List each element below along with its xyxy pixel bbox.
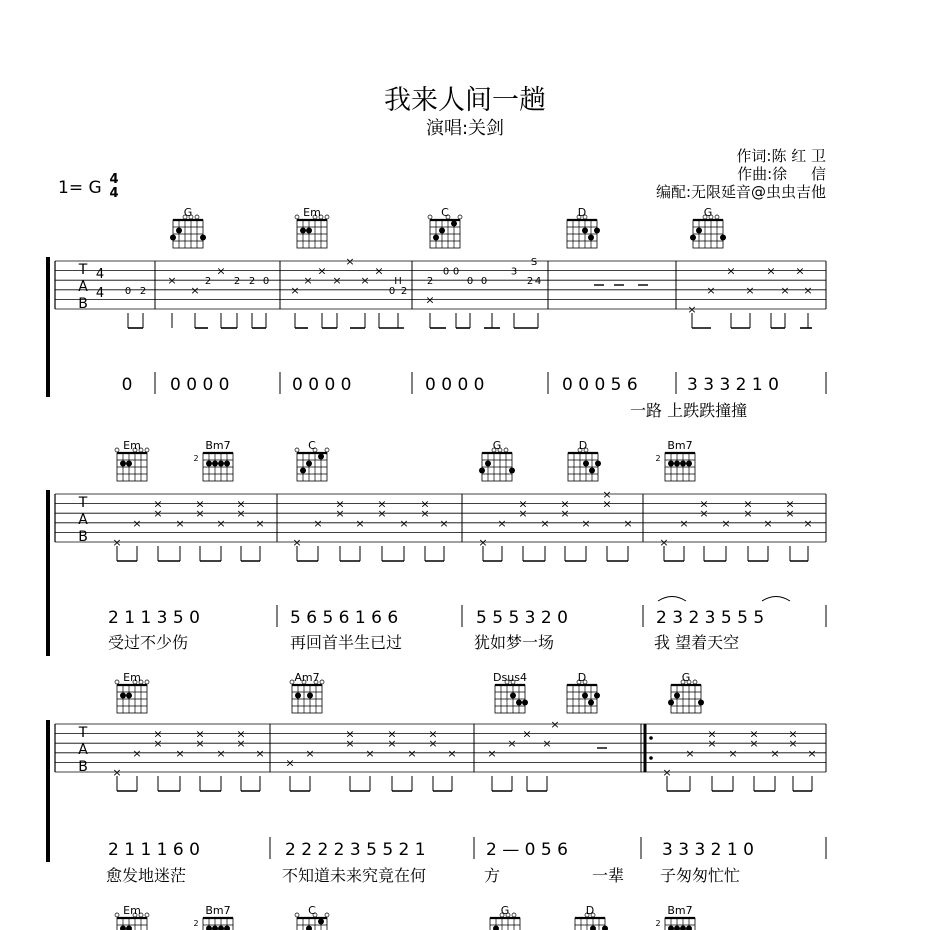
chord-dot: [594, 228, 600, 234]
chord-dot: [433, 235, 439, 241]
chord-dot: [306, 461, 312, 467]
tab-note: ×: [175, 516, 185, 530]
chord-dot: [588, 700, 594, 706]
tab-note: ×: [687, 303, 697, 316]
numbered-note: 5 6 5 6 1 6 6: [290, 608, 399, 628]
tab-fret-number: 2: [248, 276, 256, 288]
tab-note: ×: [355, 516, 365, 530]
open-string: [145, 448, 149, 452]
lyric: 一辈: [592, 866, 625, 885]
chord-name: G: [492, 439, 502, 452]
tab-note: ×: [788, 727, 798, 741]
chord-dot: [588, 235, 594, 241]
chord-name: Em: [303, 206, 321, 219]
tab-note: ×: [522, 727, 532, 741]
open-string: [115, 680, 119, 684]
tab-note: ×: [420, 507, 430, 521]
chord-grid: [575, 918, 605, 930]
chord-dot: [295, 693, 301, 699]
numbered-note: 2 — 0 5 6: [486, 840, 568, 860]
tab-note: ×: [745, 283, 755, 297]
chord-name: G: [500, 904, 510, 917]
chord-dot: [218, 926, 224, 930]
lyric: 子匆匆忙忙: [660, 866, 741, 885]
chord-dot: [200, 235, 206, 241]
chord-name: D: [585, 904, 595, 917]
tab-note: ×: [788, 737, 798, 751]
open-string: [115, 448, 119, 452]
chord-dot: [300, 468, 306, 474]
tab-note: ×: [662, 766, 672, 779]
chord-name: Em: [123, 671, 141, 684]
tab-fret-number: 0: [466, 276, 474, 288]
chord-dot: [479, 468, 485, 474]
tab-note: ×: [132, 746, 142, 760]
tab-fret-number: 2: [400, 285, 408, 297]
fret-label: 2: [655, 454, 661, 463]
tab-note: ×: [236, 737, 246, 751]
chord-dot: [306, 228, 312, 234]
chord-name: Bm7: [667, 439, 693, 452]
open-string: [458, 215, 462, 219]
tab-note: ×: [132, 516, 142, 530]
tab-note: ×: [507, 737, 517, 751]
fret-label: 2: [655, 919, 661, 928]
tab-note: ×: [112, 536, 122, 549]
chord-dot: [126, 693, 132, 699]
tab-note: ×: [518, 507, 528, 521]
chord-name: Bm7: [205, 904, 231, 917]
chord-dot: [206, 926, 212, 930]
chord-dot: [698, 700, 704, 706]
chord-dot: [720, 235, 726, 241]
chord-dot: [680, 461, 686, 467]
page-title: 我来人间一趟: [384, 85, 546, 116]
tab-note: ×: [540, 516, 550, 530]
open-string: [693, 680, 697, 684]
tab-note: ×: [335, 497, 345, 511]
tab-note: ×: [803, 516, 813, 530]
numbered-note: 2 3 2 3 5 5 5: [656, 608, 765, 628]
tab-note: ×: [807, 746, 817, 760]
tab-note: ×: [726, 264, 736, 278]
tab-note: ×: [749, 737, 759, 751]
tab-clef-b: B: [78, 296, 88, 312]
chord-name: G: [703, 206, 713, 219]
tab-note: ×: [377, 497, 387, 511]
time-sig-top: 4: [109, 172, 119, 187]
open-string: [295, 448, 299, 452]
open-string: [295, 913, 299, 917]
open-string: [325, 913, 329, 917]
tab-clef-b: B: [78, 759, 88, 775]
numbered-note: 2 1 1 1 6 0: [108, 840, 200, 860]
chord-dot: [120, 461, 126, 467]
open-string: [320, 680, 324, 684]
tab-fret-number: 0: [262, 276, 270, 288]
tab-fret-number: 2: [526, 276, 534, 288]
tab-fret-number: 0: [442, 266, 450, 278]
numbered-note: 0 0 0 0: [425, 375, 485, 395]
chord-dot: [686, 926, 692, 930]
tab-note: ×: [487, 746, 497, 760]
tab-note: ×: [581, 516, 591, 530]
tab-note: ×: [236, 507, 246, 521]
tab-note: ×: [285, 756, 295, 770]
tab-note: ×: [112, 766, 122, 779]
composer-credit: 作曲:徐 信: [737, 165, 826, 183]
chord-dot: [595, 461, 601, 467]
fret-label: 2: [193, 919, 199, 928]
chord-dot: [300, 228, 306, 234]
chord-dot: [674, 461, 680, 467]
open-string: [115, 913, 119, 917]
chord-dot: [306, 926, 312, 930]
numbered-note: 3 3 3 2 1 0: [687, 375, 779, 395]
chord-dot: [582, 228, 588, 234]
chord-dot: [212, 926, 218, 930]
tab-note: ×: [153, 737, 163, 751]
tab-clef-b: B: [78, 529, 88, 545]
tab-note: ×: [685, 746, 695, 760]
tab-note: ×: [550, 718, 560, 731]
tab-clef-a: A: [78, 742, 88, 758]
tab-note: ×: [345, 737, 355, 751]
tab-note: ×: [425, 293, 435, 307]
tab-note: ×: [255, 746, 265, 760]
tab-note: ×: [542, 737, 552, 751]
tab-note: ×: [175, 746, 185, 760]
tab-note: ×: [360, 274, 370, 288]
tab-fret-number: 2: [426, 276, 434, 288]
chord-name: Em: [123, 904, 141, 917]
tab-fret-number: H: [394, 276, 402, 288]
chord-dot: [602, 926, 608, 930]
chord-name: G: [183, 206, 193, 219]
chord-name: C: [308, 439, 316, 452]
tab-note: ×: [407, 746, 417, 760]
numbered-note: 3 3 3 2 1 0: [662, 840, 754, 860]
tie-arc: [762, 597, 790, 602]
chord-dot: [451, 221, 457, 227]
system-bracket: [46, 720, 50, 862]
chord-dot: [594, 693, 600, 699]
lyric: 不知道未来究竟在何: [282, 866, 427, 885]
performer: 演唱:关剑: [425, 118, 505, 139]
tab-fret-number: 2: [233, 276, 241, 288]
tab-clef-a: A: [78, 279, 88, 295]
chord-dot: [218, 461, 224, 467]
key-signature: 1= G: [58, 178, 102, 198]
chord-name: Dsus4: [493, 671, 527, 684]
open-string: [428, 215, 432, 219]
chord-dot: [589, 468, 595, 474]
chord-dot: [126, 926, 132, 930]
tab-fret-number: 0: [124, 285, 132, 297]
chord-dot: [176, 228, 182, 234]
tab-note: ×: [216, 516, 226, 530]
tab-note: ×: [743, 507, 753, 521]
chord-dot: [522, 700, 528, 706]
open-string: [512, 913, 516, 917]
tab-clef-t: T: [78, 262, 88, 278]
repeat-dot: [649, 756, 653, 760]
open-string: [145, 680, 149, 684]
tab-note: ×: [332, 274, 342, 288]
tab-note: ×: [706, 283, 716, 297]
chord-dot: [686, 461, 692, 467]
chord-name: D: [578, 439, 588, 452]
chord-dot: [485, 461, 491, 467]
tab-note: ×: [803, 283, 813, 297]
tab-note: ×: [305, 746, 315, 760]
tab-note: ×: [478, 536, 488, 549]
tab-note: ×: [377, 507, 387, 521]
open-string: [325, 215, 329, 219]
tab-clef-t: T: [78, 725, 88, 741]
chord-dot: [690, 235, 696, 241]
tab-note: ×: [439, 516, 449, 530]
chord-dot: [509, 468, 515, 474]
tab-note: ×: [195, 497, 205, 511]
tab-fret-number: 0: [388, 285, 396, 297]
tab-fret-number: 0: [480, 276, 488, 288]
tab-fret-number: 2: [139, 285, 147, 297]
lyric: 一路 上跌跌撞撞: [630, 401, 748, 420]
tab-fret-number: 0: [452, 266, 460, 278]
open-string: [195, 215, 199, 219]
chord-dot: [680, 926, 686, 930]
tab-note: ×: [374, 264, 384, 278]
tab-note: ×: [560, 497, 570, 511]
tab-note: ×: [236, 727, 246, 741]
chord-dot: [674, 926, 680, 930]
tab-note: ×: [699, 507, 709, 521]
chord-dot: [516, 700, 522, 706]
chord-dot: [583, 461, 589, 467]
tab-note: ×: [153, 497, 163, 511]
chord-name: Bm7: [667, 904, 693, 917]
tab-time-bottom: 4: [95, 286, 105, 301]
system-bracket: [46, 257, 50, 397]
tab-note: ×: [447, 746, 457, 760]
lyricist-credit: 作词:陈 红 卫: [736, 147, 826, 165]
open-string: [145, 913, 149, 917]
tab-fret-number: 4: [534, 276, 542, 288]
tab-note: ×: [216, 746, 226, 760]
arranger-credit: 编配:无限延音@虫虫吉他: [655, 183, 826, 201]
numbered-note: 0 0 0 0: [292, 375, 352, 395]
tab-fret-number: 3: [510, 266, 518, 278]
tab-note: ×: [290, 283, 300, 297]
chord-dot: [224, 926, 230, 930]
tab-note: ×: [420, 497, 430, 511]
lyric: 我 望着天空: [654, 633, 740, 652]
open-string: [715, 215, 719, 219]
lyric: 愈发地迷茫: [106, 866, 187, 885]
tab-note: ×: [766, 264, 776, 278]
tab-note: ×: [317, 264, 327, 278]
tab-note: ×: [345, 255, 355, 268]
tab-note: ×: [255, 516, 265, 530]
open-string: [325, 448, 329, 452]
tab-note: ×: [623, 516, 633, 530]
chord-dot: [206, 461, 212, 467]
tab-fret-number: S: [530, 257, 538, 268]
chord-name: C: [441, 206, 449, 219]
chord-name: G: [681, 671, 691, 684]
tab-note: ×: [749, 727, 759, 741]
open-string: [295, 215, 299, 219]
chord-dot: [582, 693, 588, 699]
numbered-note: 5 5 5 3 2 0: [476, 608, 568, 628]
tab-note: ×: [743, 497, 753, 511]
lyric: 再回首半生已过: [290, 633, 403, 652]
chord-dot: [493, 926, 499, 930]
tab-note: ×: [785, 497, 795, 511]
time-sig-bottom: 4: [109, 186, 119, 201]
numbered-note: 0 0 0 0: [170, 375, 230, 395]
tab-note: ×: [428, 737, 438, 751]
chord-name: D: [577, 671, 587, 684]
chord-dot: [696, 228, 702, 234]
lyric: 受过不少伤: [108, 633, 189, 652]
tab-note: ×: [721, 516, 731, 530]
chord-dot: [590, 926, 596, 930]
tab-note: ×: [292, 536, 302, 549]
tie-arc: [658, 597, 686, 602]
tab-note: ×: [659, 536, 669, 549]
tab-note: ×: [770, 746, 780, 760]
tab-note: ×: [518, 497, 528, 511]
chord-dot: [439, 228, 445, 234]
numbered-note: 2 1 1 3 5 0: [108, 608, 200, 628]
tab-note: ×: [335, 507, 345, 521]
tab-note: ×: [497, 516, 507, 530]
tab-note: ×: [236, 497, 246, 511]
open-string: [504, 448, 508, 452]
tab-fret-number: 2: [204, 276, 212, 288]
chord-dot: [307, 693, 313, 699]
chord-dot: [668, 926, 674, 930]
tab-note: ×: [195, 727, 205, 741]
tab-note: ×: [560, 507, 570, 521]
numbered-note: 0: [121, 375, 133, 395]
tab-note: ×: [795, 264, 805, 278]
tab-note: ×: [785, 507, 795, 521]
system-bracket: [46, 490, 50, 656]
tab-note: ×: [602, 497, 612, 511]
tab-note: ×: [728, 746, 738, 760]
chord-name: Am7: [294, 671, 320, 684]
tab-note: ×: [780, 283, 790, 297]
tab-note: ×: [167, 274, 177, 288]
tab-note: ×: [679, 516, 689, 530]
chord-name: Bm7: [205, 439, 231, 452]
chord-name: C: [308, 904, 316, 917]
tab-note: ×: [428, 727, 438, 741]
tab-note: ×: [707, 727, 717, 741]
fret-label: 2: [193, 454, 199, 463]
tab-note: ×: [195, 737, 205, 751]
chord-name: Em: [123, 439, 141, 452]
tab-note: ×: [345, 727, 355, 741]
tab-clef-t: T: [78, 495, 88, 511]
tab-time-top: 4: [95, 267, 105, 282]
numbered-note: 0 0 0 5 6: [562, 375, 638, 395]
chord-dot: [212, 461, 218, 467]
chord-dot: [170, 235, 176, 241]
tab-note: ×: [699, 497, 709, 511]
tab-note: ×: [387, 737, 397, 751]
lyric: 方: [484, 866, 501, 885]
tab-clef-a: A: [78, 512, 88, 528]
chord-dot: [668, 461, 674, 467]
tab-note: ×: [365, 746, 375, 760]
tab-note: ×: [707, 737, 717, 751]
tab-note: ×: [153, 507, 163, 521]
chord-dot: [120, 693, 126, 699]
chord-dot: [510, 693, 516, 699]
chord-name: D: [577, 206, 587, 219]
chord-dot: [668, 700, 674, 706]
tab-note: ×: [399, 516, 409, 530]
tab-note: ×: [195, 507, 205, 521]
chord-dot: [318, 919, 324, 925]
tab-note: ×: [216, 264, 226, 278]
chord-dot: [120, 926, 126, 930]
tab-note: ×: [763, 516, 773, 530]
tab-note: ×: [303, 274, 313, 288]
chord-dot: [674, 693, 680, 699]
tab-note: ×: [313, 516, 323, 530]
lyric: 犹如梦一场: [474, 633, 555, 652]
chord-dot: [126, 461, 132, 467]
chord-dot: [318, 454, 324, 460]
numbered-note: 2 2 2 2 3 5 5 2 1: [285, 840, 426, 860]
tab-note: ×: [602, 488, 612, 501]
tab-note: ×: [190, 283, 200, 297]
chord-dot: [224, 461, 230, 467]
tab-note: ×: [387, 727, 397, 741]
repeat-dot: [649, 736, 653, 740]
tab-note: ×: [153, 727, 163, 741]
